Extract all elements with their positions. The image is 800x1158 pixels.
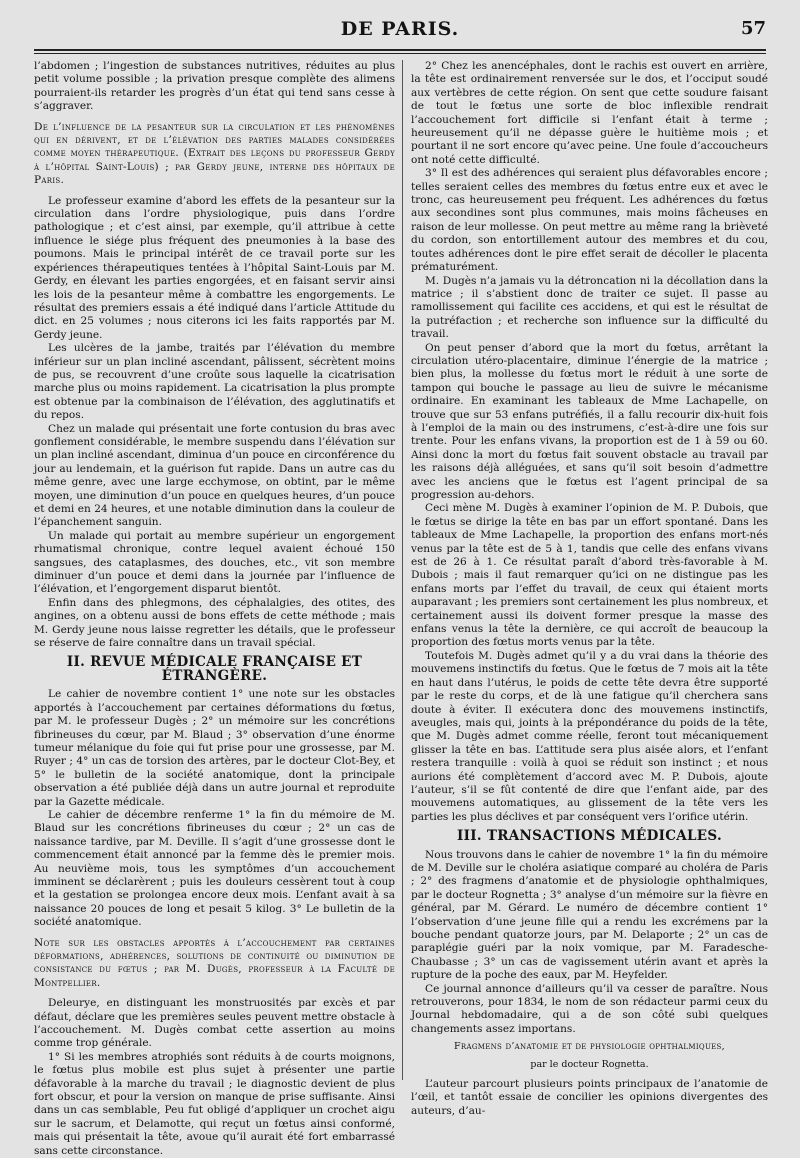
paragraph: Un malade qui portait au membre supérieur un engorgement rhumatismal chronique, contre lequel avaient échoué 150 sangsues, des cataplasmes, des douches, etc., vit son membre diminuer d’un pouce et demi dans la journée par l’influence de l’élévation, et l’engorgement disparut bientôt.: [34, 529, 395, 596]
paragraph: Chez un malade qui présentait une forte contusion du bras avec gonflement considérable, le membre suspendu dans l’élévation sur un plan incliné ascendant, diminua d’un pouce en circonférence du jour au lendemain, et la guérison fut rapide. Dans un autre cas du même genre, avec une large ecchymose, on obtint, par le même moyen, une diminution d’un pouce en quelques heures, d’un pouce et demi en 24 heures, et une notable diminution dans la couleur de l’épanchement sanguin.: [34, 422, 395, 529]
article-heading: Fragmens d’anatomie et de physiologie ophthalmiques,: [454, 1041, 725, 1053]
article-heading: Note sur les obstacles apportés à l’accouchement par certaines déformations, adhérences, solutions de continuité ou diminution de consistance du fœtus ; par M. Dugès, professeur à la Faculté de Montpellier.: [34, 936, 395, 989]
paragraph: 1° Si les membres atrophiés sont réduits à de courts moignons, le fœtus plus mobile est plus sujet à présenter une partie défavorable à la marche du travail ; le diagnostic devient de plus fort obscur, et pour la version on manque de prise suffisante. Ainsi dans un cas semblable, Peu fut obligé d’appliquer un crochet aigu sur le sacrum, et Delamotte, qui reçut un fœtus ainsi conformé, mais qui présentait la tête, avoue qu’il aurait été fort embarrassé sans cette circonstance.: [34, 1050, 395, 1157]
article-author: par le docteur Rognetta.: [530, 1058, 649, 1070]
paragraph: On peut penser d’abord que la mort du fœtus, arrêtant la circulation utéro-placentaire, diminue l’énergie de la matrice ; bien plus, la mollesse du fœtus mort le réduit à une sorte de tampon qui bouche le passage au lieu de suivre le mécanisme ordinaire. En examinant les tableaux de Mme Lachapelle, on trouve que sur 53 enfans putréfiés, il a fallu recourir dix-huit fois à l’emploi de la main ou des instrumens, c’est-à-dire une fois sur trente. Pour les enfans vivans, la proportion est de 1 à 59 ou 60. Ainsi donc la mort du fœtus fait souvent obstacle au travail par les raisons déjà alléguées, et sans qu’il soit besoin d’admettre avec les anciens que le fœtus est l’agent principal de sa progression au-dehors.: [411, 341, 768, 501]
left-column: [34, 60, 395, 1158]
running-title: DE PARIS.: [340, 18, 460, 40]
column-separator: [402, 60, 403, 1080]
paragraph: 3° Il est des adhérences qui seraient plus défavorables encore ; telles seraient celles des membres du fœtus entre eux et avec le tronc, cas heureusement peu fréquent. Les adhérences du fœtus aux secondines sont plus communes, mais moins fâcheuses en raison de leur mollesse. On peut mettre au même rang la brièveté du cordon, son entortillement autour des membres et du cou, toutes adhérences dont le pire effet serait de décoller le placenta prématurément.: [411, 167, 768, 274]
page-number: 57: [740, 18, 766, 39]
paragraph: Les ulcères de la jambe, traités par l’élévation du membre inférieur sur un plan incliné ascendant, pâlissent, sécrètent moins de pus, se recouvrent d’une croûte sous laquelle la cicatrisation marche plus ou moins rapidement. La cicatrisation la plus prompte est obtenue par la combinaison de l’élévation, des agglutinatifs et du repos.: [34, 342, 395, 422]
right-column: [411, 60, 768, 1118]
paragraph: l’abdomen ; l’ingestion de substances nutritives, réduites au plus petit volume possible ; la privation presque complète des alimens pourraient-ils retarder les progrès d’un état qui tend sans cesse à s’aggraver.: [34, 60, 395, 113]
section-heading: II. REVUE MÉDICALE FRANÇAISE ET ÉTRANGÈRE.: [66, 654, 363, 684]
paragraph: M. Dugès n’a jamais vu la détroncation ni la décollation dans la matrice ; il s’abstient donc de traiter ce sujet. Il passe au ramollissement qui facilite ces accidens, et qui est le résultat de la putréfaction ; et recherche son influence sur la difficulté du travail.: [411, 274, 768, 341]
header-rule: [34, 49, 766, 54]
article-heading: De l’influence de la pesanteur sur la circulation et les phénomènes qui en dérivent, et de l’élévation des parties malades considérées comme moyen thérapeutique. (Extrait des leçons du professeur Gerdy à l’hôpital Saint-Louis) ; par Gerdy jeune, interne des hôpitaux de Paris.: [34, 120, 395, 187]
paragraph: L’auteur parcourt plusieurs points principaux de l’anatomie de l’œil, et tantôt essaie de concilier les opinions divergentes des auteurs, d’au-: [411, 1078, 768, 1117]
paragraph: Le professeur examine d’abord les effets de la pesanteur sur la circulation dans l’ordre physiologique, puis dans l’ordre pathologique ; et c’est ainsi, par exemple, qu’il attribue à cette influence le siége plus fréquent des pneumonies à la base des poumons. Mais le principal intérêt de ce travail porte sur les expériences thérapeutiques tentées à l’hôpital Saint-Louis par M. Gerdy, en élevant les parties engorgées, et en faisant servir ainsi les lois de la pesanteur même à combattre les engorgements. Le résultat des premiers essais a été indiqué dans l’article Attitude du dict. en 25 volumes ; nous citerons ici les faits rapportés par M. Gerdy jeune.: [34, 194, 395, 341]
paragraph: Le cahier de novembre contient 1° une note sur les obstacles apportés à l’accouchement par certaines déformations du fœtus, par M. le professeur Dugès ; 2° un mémoire sur les concrétions fibrineuses du cœur, par M. Blaud ; 3° observation d’une énorme tumeur mélanique du foie qui fut prise pour une grossesse, par M. Ruyer ; 4° un cas de torsion des artères, par le docteur Clot-Bey, et 5° le bulletin de la société anatomique, dont la principale observation a été publiée déjà dans un autre journal et reproduite par la Gazette médicale.: [34, 688, 395, 808]
paragraph: Enfin dans des phlegmons, des céphalalgies, des otites, des angines, on a obtenu aussi de bons effets de cette méthode ; mais M. Gerdy jeune nous laisse regretter les détails, que le professeur se réserve de faire connaître dans un travail spécial.: [34, 596, 395, 650]
section-heading: III. TRANSACTIONS MÉDICALES.: [457, 828, 722, 845]
paragraph: Nous trouvons dans le cahier de novembre 1° la fin du mémoire de M. Deville sur le choléra asiatique comparé au choléra de Paris ; 2° des fragmens d’anatomie et de physiologie ophthalmiques, par le docteur Rognetta ; 3° analyse d’un mémoire sur la fièvre en général, par M. Gérard. Le numéro de décembre contient 1° l’observation d’une jeune fille qui a rendu les excrémens par la bouche pendant quatorze jours, par M. Delaporte ; 2° un cas de paraplégie guéri par la noix vomique, par M. Faradesche-Chaubasse ; 3° un cas de vagissement utérin avant et après la rupture de la poche des eaux, par M. Heyfelder.: [411, 848, 768, 982]
paragraph: 2° Chez les anencéphales, dont le rachis est ouvert en arrière, la tête est ordinairement renversée sur le dos, et l’occiput soudé aux vertèbres de cette région. On sent que cette soudure faisant de tout le fœtus une sorte de bloc inflexible rendrait l’accouchement fort difficile si l’enfant était à terme ; heureusement qu’il ne dépasse guère le huitième mois ; et pourtant il ne sort encore qu’avec peine. Une foule d’accoucheurs ont noté cette difficulté.: [411, 60, 768, 166]
paragraph: Toutefois M. Dugès admet qu’il y a du vrai dans la théorie des mouvemens instinctifs du fœtus. Que le fœtus de 7 mois ait la tête en haut dans l’utérus, le poids de cette tête devra être supporté par le reste du corps, et de là une fatigue qu’il cherchera sans doute à éviter. Il exécutera donc des mouvemens instinctifs, aveugles, mais qui, joints à la prépondérance du poids de la tête, que M. Dugès admet comme réelle, feront tout mécaniquement glisser la tête en bas. L’attitude sera plus aisée alors, et l’enfant restera tranquille : voilà à quoi se réduit son instinct ; et nous aurions été complètement d’accord avec M. P. Dubois, ajoute l’auteur, s’il se fût contenté de dire que l’enfant aide, par des mouvemens automatiques, au glissement de la tête vers les parties les plus déclives et par conséquent vers l’orifice utérin.: [411, 649, 768, 823]
paragraph: Deleurye, en distinguant les monstruosités par excès et par défaut, déclare que les premières seules peuvent mettre obstacle à l’accouchement. M. Dugès combat cette assertion au moins comme trop générale.: [34, 997, 395, 1050]
paragraph: Ceci mène M. Dugès à examiner l’opinion de M. P. Dubois, que le fœtus se dirige la tête en bas par un effort spontané. Dans les tableaux de Mme Lachapelle, la proportion des enfans mort-nés venus par la tête est de 5 à 1, tandis que celle des enfans vivans est de 26 à 1. Ce résultat paraît d’abord très-favorable à M. Dubois ; mais il faut remarquer qu’ici on ne distingue pas les enfans morts par l’effet du travail, de ceux qui étaient morts auparavant ; les premiers sont certainement les plus nombreux, et certainement aussi ils doivent former presque la masse des enfans venus la tête la dernière, ce qui accroît de beaucoup la proportion des fœtus morts venus par la tête.: [411, 502, 768, 649]
paragraph: Le cahier de décembre renferme 1° la fin du mémoire de M. Blaud sur les concrétions fibrineuses du cœur ; 2° un cas de naissance tardive, par M. Deville. Il s’agit d’une grossesse dont le commencement était annoncé par la femme dès le premier mois. Au neuvième mois, tous les symptômes d’un accouchement imminent se déclarèrent ; puis les douleurs cessèrent tout à coup et la gestation se prolongea encore deux mois. L’enfant avait à sa naissance 20 pouces de long et pesait 5 kilog. 3° Le bulletin de la société anatomique.: [34, 808, 395, 929]
paragraph: Ce journal annonce d’ailleurs qu’il va cesser de paraître. Nous retrouverons, pour 1834, le nom de son rédacteur parmi ceux du Journal hebdomadaire, qui a de son côté subi quelques changements assez importans.: [411, 982, 768, 1035]
